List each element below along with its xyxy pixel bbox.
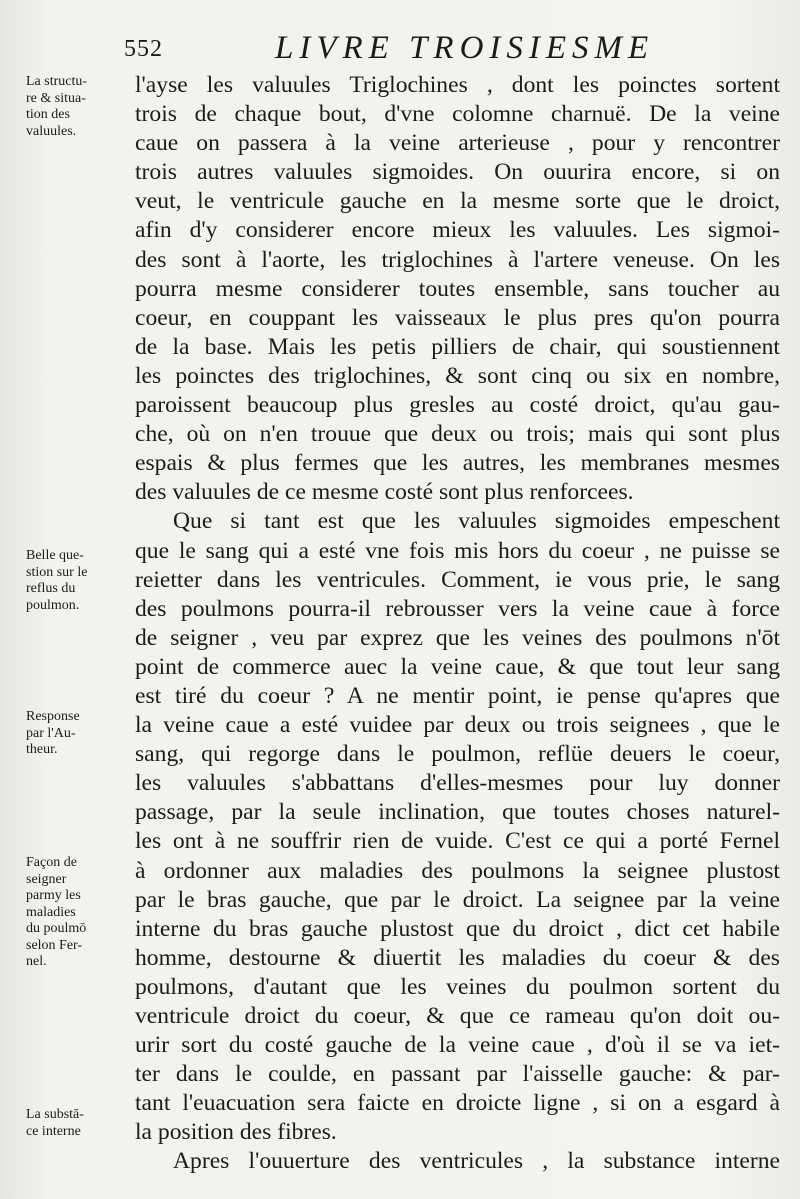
- text-line: les poinctes des triglochines, & sont cinq ou six en nombre,: [135, 362, 780, 389]
- text-line: l'ayse les valuules Triglochines , dont les poinctes sortent: [135, 72, 780, 98]
- marginal-note-question: [26, 548, 136, 614]
- body-text: [135, 71, 780, 1177]
- note-line: stion sur le: [26, 564, 88, 580]
- note-line: ce interne: [26, 1123, 81, 1139]
- note-line: Response: [26, 709, 80, 724]
- text-line: ter dans le coulde, en passant par l'aisselle gauche: & par-: [135, 1061, 780, 1088]
- note-line: poulmon.: [26, 597, 80, 613]
- marginal-note-substance: [26, 1107, 136, 1140]
- note-line: selon Fer-: [26, 937, 83, 953]
- text-line: point de commerce auec la veine caue, & que tout leur sang: [135, 653, 780, 680]
- note-line: seigner: [26, 871, 67, 887]
- text-line: trois de chaque bout, d'vne colomne charnuë. De la veine: [135, 101, 780, 128]
- text-line: la veine caue a esté vuidee par deux ou trois seignees , que le: [135, 712, 780, 739]
- note-line: Belle que-: [26, 548, 84, 563]
- text-line: de seigner , veu par exprez que les veines des poulmons n'ōt: [135, 624, 780, 651]
- text-line: homme, destourne & diuertit les maladies du coeur & des: [135, 944, 780, 971]
- note-line: du poulmō: [26, 921, 87, 936]
- text-line: par le bras gauche, que par le droict. La seignee par la veine: [135, 886, 780, 913]
- note-line: valuules.: [26, 123, 77, 139]
- text-line: trois autres valuules sigmoides. On ouurira encore, si on: [135, 159, 780, 186]
- note-line: tion des: [26, 107, 70, 122]
- text-line: afin d'y considerer encore mieux les valuules. Les sigmoi-: [135, 217, 780, 244]
- marginal-note-response: [26, 709, 136, 759]
- text-line: pourra mesme considerer toutes ensemble, sans toucher au: [135, 275, 780, 302]
- page-number: 552: [124, 36, 163, 62]
- text-line: des sont à l'aorte, les triglochines à l'artere veneuse. On les: [135, 246, 780, 273]
- note-line: Façon de: [26, 855, 77, 870]
- text-line: à ordonner aux maladies des poulmons la seignee plustost: [135, 857, 780, 884]
- text-line: les ont à ne souffrir rien de vuide. C'est ce qui a porté Fernel: [135, 828, 780, 855]
- note-line: theur.: [26, 742, 58, 757]
- text-line: interne du bras gauche plustost que du droict , dict cet habile: [135, 915, 780, 942]
- text-line: Apres l'ouuerture des ventricules , la substance interne: [173, 1148, 780, 1175]
- note-line: par l'Au-: [26, 725, 76, 741]
- running-title: LIVRE TROISIESME: [275, 30, 655, 66]
- text-line: poulmons, d'autant que les veines du poulmon sortent du: [135, 973, 780, 1000]
- note-line: parmy les: [26, 888, 81, 903]
- text-line: Que si tant est que les valuules sigmoides empeschent: [173, 508, 780, 535]
- text-line: les valuules s'abbattans d'elles-mesmes pour luy donner: [135, 770, 780, 797]
- text-line: ventricule droict du coeur, & que ce rameau qu'on doit ou-: [135, 1003, 780, 1029]
- text-line: est tiré du coeur ? A ne mentir point, ie pense qu'apres que: [135, 682, 780, 709]
- note-line: re & situa-: [26, 90, 86, 106]
- text-line: que le sang qui a esté vne fois mis hors du coeur , ne puisse se: [135, 537, 780, 564]
- text-line: des poulmons pourra-il rebrousser vers la veine caue à force: [135, 595, 780, 622]
- note-line: nel.: [26, 954, 47, 969]
- note-line: La substā-: [26, 1107, 84, 1122]
- text-line: che, où on n'en trouue que deux ou trois; mais qui sont plus: [135, 421, 780, 448]
- page-header: [120, 28, 780, 68]
- text-line: de la base. Mais les petis pilliers de chair, qui soustiennent: [135, 333, 780, 360]
- text-line: veut, le ventricule gauche en la mesme sorte que le droict,: [135, 188, 780, 215]
- note-line: La structu-: [26, 74, 88, 89]
- text-line: des valuules de ce mesme costé sont plus renforcees.: [135, 479, 634, 506]
- text-line: passage, par la seule inclination, que toutes choses naturel-: [135, 799, 780, 826]
- note-line: maladies: [26, 904, 76, 920]
- note-line: reflus du: [26, 581, 76, 596]
- text-line: sang, qui regorge dans le poulmon, reflüe deuers le coeur,: [135, 741, 780, 768]
- marginal-note-fernel: [26, 855, 136, 971]
- text-line: coeur, en couppant les vaisseaux le plus pres qu'on pourra: [135, 304, 780, 331]
- marginal-note-structure: [26, 74, 136, 140]
- text-line: urir sort du costé gauche de la veine caue , d'où il se va iet-: [135, 1032, 780, 1059]
- text-line: la position des fibres.: [135, 1119, 337, 1146]
- text-line: caue on passera à la veine arterieuse , pour y rencontrer: [135, 130, 780, 157]
- text-line: espais & plus fermes que les autres, les membranes mesmes: [135, 450, 780, 477]
- text-line: tant l'euacuation sera faicte en droicte ligne , si on a esgard à: [135, 1090, 780, 1117]
- text-line: reietter dans les ventricules. Comment, ie vous prie, le sang: [135, 566, 780, 593]
- text-line: paroissent beaucoup plus gresles au costé droict, qu'au gau-: [135, 392, 780, 419]
